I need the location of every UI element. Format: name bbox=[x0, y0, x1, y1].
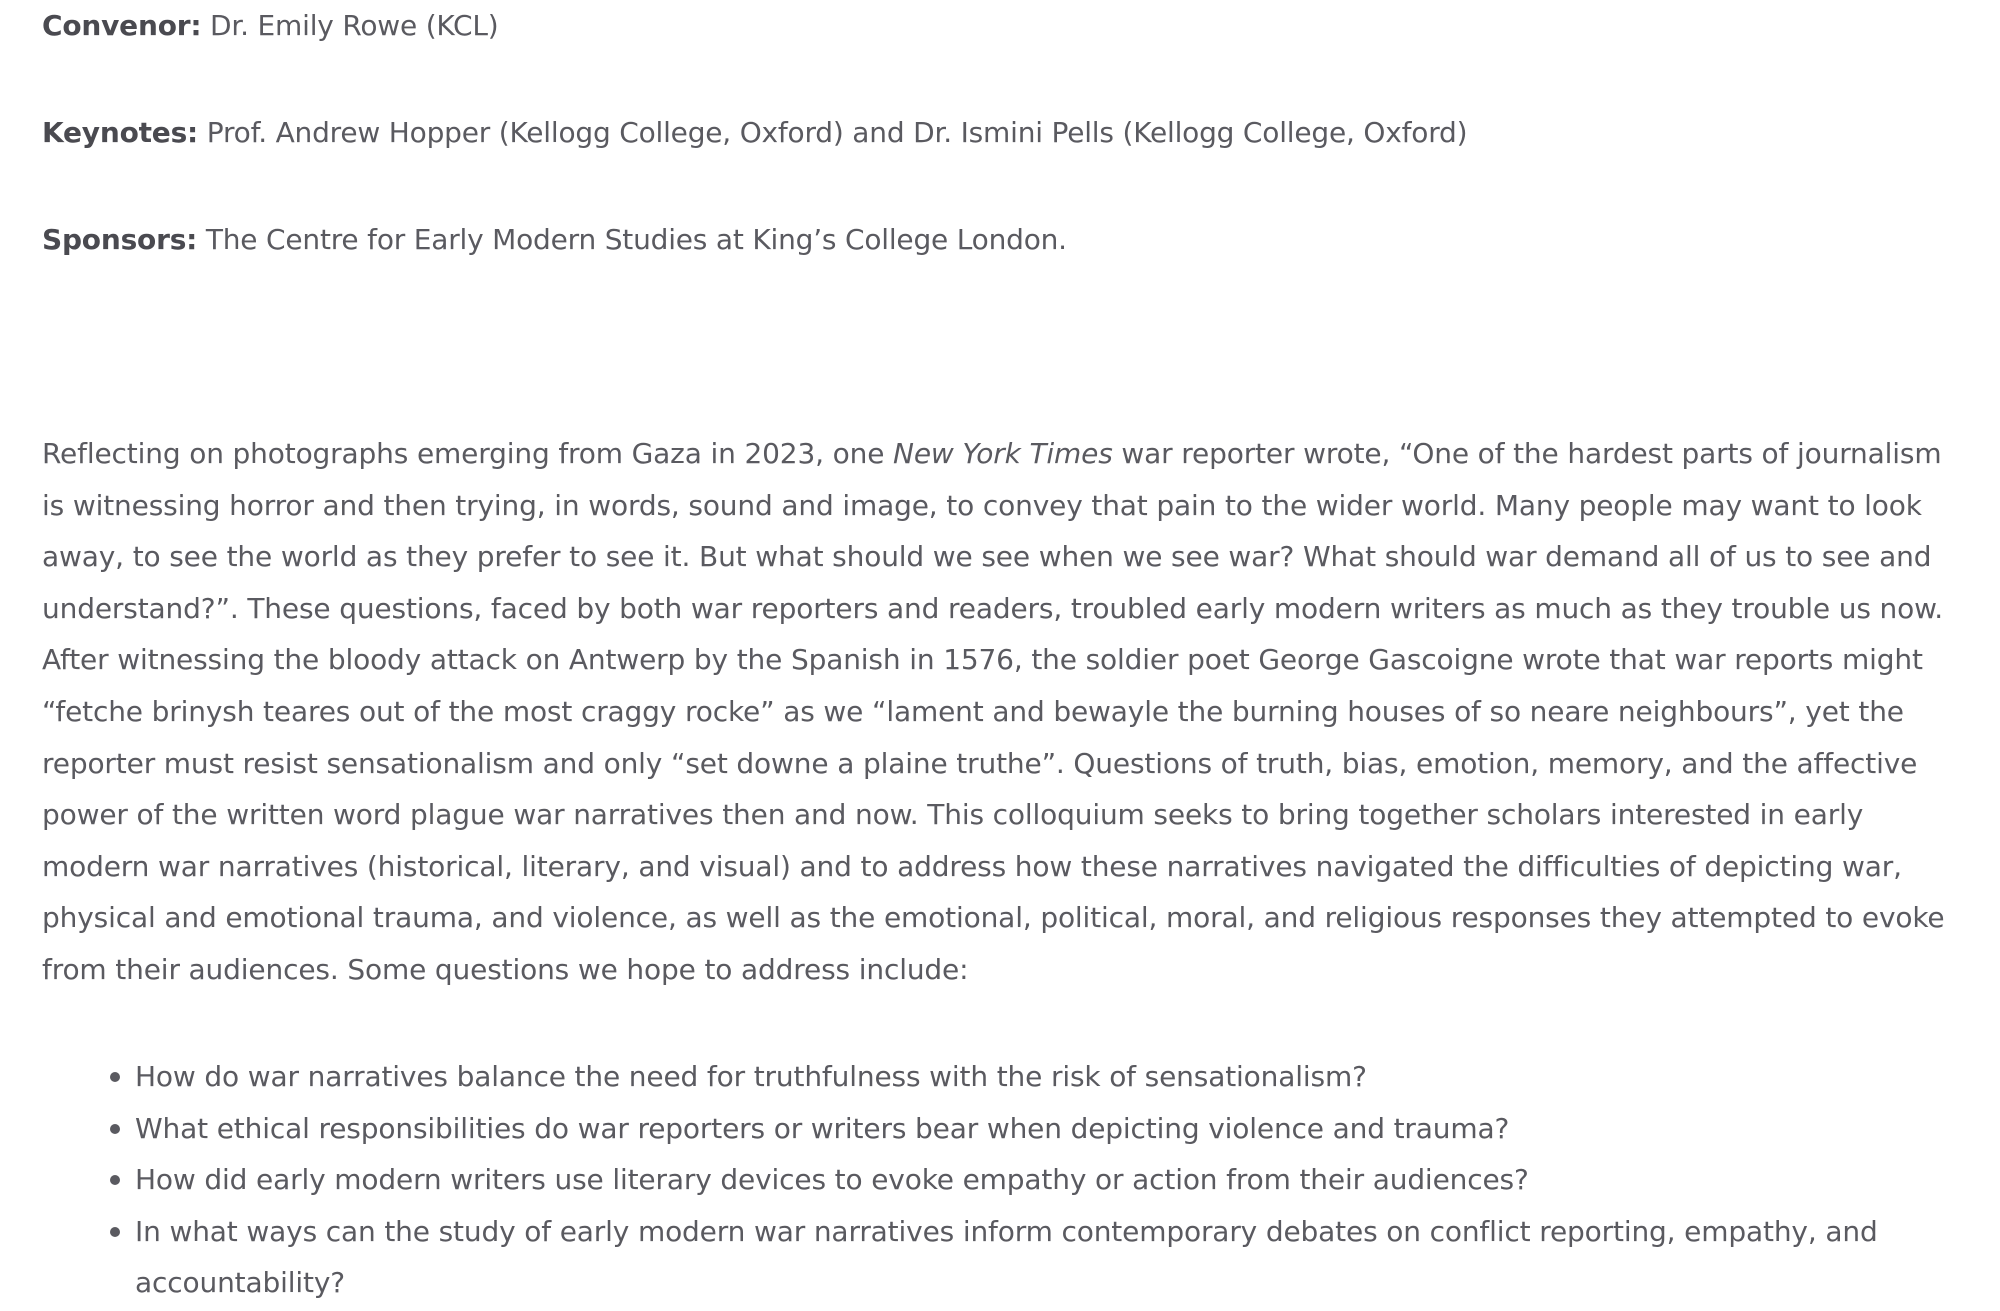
convenor-label: Convenor: bbox=[42, 9, 202, 42]
intro-paragraph bbox=[42, 428, 1972, 996]
question-text: How do war narratives balance the need for truthfulness with the risk of sensationalism? bbox=[135, 1060, 1367, 1093]
sponsors-value: The Centre for Early Modern Studies at King’s College London. bbox=[197, 223, 1067, 256]
keynotes-line bbox=[42, 107, 1467, 159]
question-text: In what ways can the study of early modern war narratives inform contemporary debates on conflict reporting, empathy, and accountability? bbox=[135, 1214, 1878, 1300]
list-item bbox=[42, 1051, 1972, 1103]
list-item bbox=[42, 1103, 1972, 1155]
bullet-icon bbox=[110, 1072, 120, 1082]
convenor-value: Dr. Emily Rowe (KCL) bbox=[201, 9, 499, 42]
bullet-icon bbox=[110, 1227, 120, 1237]
intro-text-rest: war reporter wrote, “One of the hardest parts of journalism is witnessing horror and then trying, in words, sound and image, to convey that pain to the wider world. Many people may want to look away, to see the world as they prefer to see it. But what should we see when we see war? What should war demand all of us to see and understand?”. These questions, faced by both war reporters and readers, troubled early modern writers as much as they trouble us now. After witnessing the bloody attack on Antwerp by the Spanish in 1576, the soldier poet George Gascoigne wrote that war reports might “fetche brinysh teares out of the most craggy rocke” as we “lament and bewayle the burning houses of so neare neighbours”, yet the reporter must resist sensationalism and only “set downe a plaine truthe”. Questions of truth, bias, emotion, memory, and the affective power of the written word plague war narratives then and now. This colloquium seeks to bring together scholars interested in early modern war narratives (historical, literary, and visual) and to address how these narratives navigated the difficulties of depicting war, physical and emotional trauma, and violence, as well as the emotional, political, moral, and religious responses they attempted to evoke from their audiences. Some questions we hope to address include: bbox=[42, 437, 1945, 986]
bullet-icon bbox=[110, 1124, 120, 1134]
questions-list bbox=[42, 1051, 1972, 1309]
sponsors-line bbox=[42, 214, 1067, 266]
question-text: What ethical responsibilities do war reporters or writers bear when depicting violence and trauma? bbox=[135, 1111, 1510, 1145]
keynotes-value: Prof. Andrew Hopper (Kellogg College, Oxford) and Dr. Ismini Pells (Kellogg College, Oxford) bbox=[198, 116, 1468, 149]
convenor-line bbox=[42, 0, 499, 52]
list-item bbox=[42, 1206, 1972, 1309]
intro-text-start: Reflecting on photographs emerging from Gaza in 2023, one bbox=[42, 437, 894, 470]
newspaper-title: New York Times bbox=[893, 437, 1113, 470]
list-item bbox=[42, 1154, 1972, 1206]
keynotes-label: Keynotes: bbox=[42, 116, 199, 149]
sponsors-label: Sponsors: bbox=[42, 223, 198, 256]
question-text: How did early modern writers use literary devices to evoke empathy or action from their audiences? bbox=[135, 1163, 1529, 1197]
bullet-icon bbox=[110, 1175, 120, 1185]
